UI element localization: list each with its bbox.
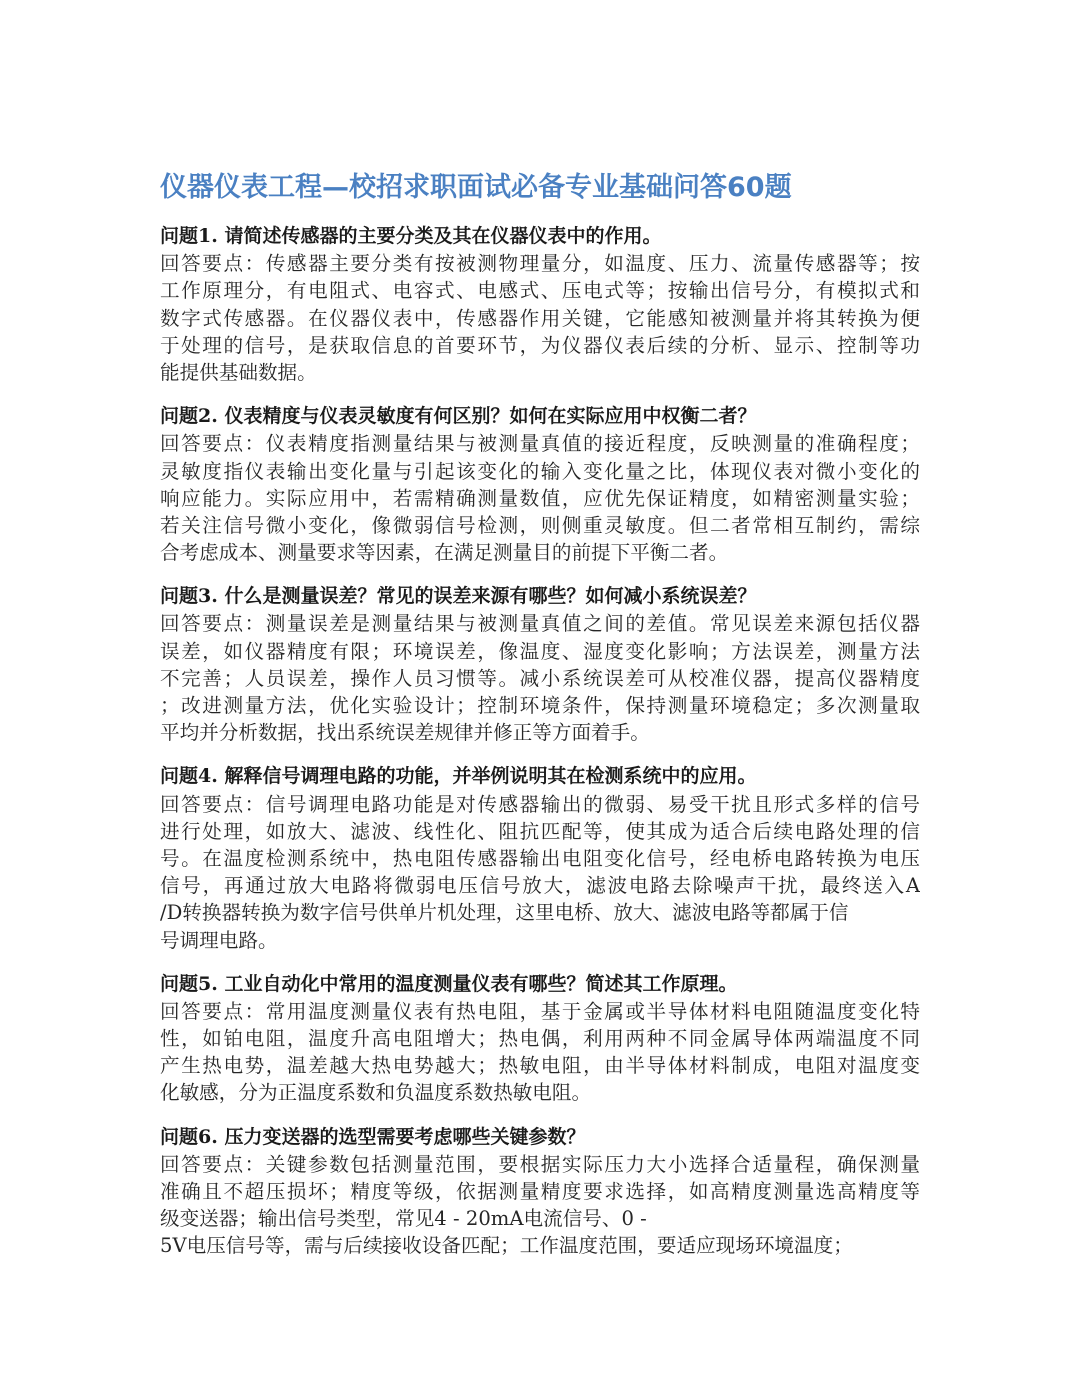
qa-item-3 — [160, 583, 920, 746]
document-page — [160, 168, 920, 1277]
answer-line: 不完善；人员误差，操作人员习惯等。减小系统误差可从校准仪器，提高仪器精度 — [160, 666, 920, 690]
answer-line: 回答要点：常用温度测量仪表有热电阻，基于金属或半导体材料电阻随温度变化特 — [160, 999, 920, 1023]
qa-item-5 — [160, 971, 920, 1107]
answer-line: ；改进测量方法，优化实验设计；控制环境条件，保持测量环境稳定；多次测量取 — [160, 694, 920, 717]
answer-line: 化敏感，分为正温度系数和负温度系数热敏电阻。 — [160, 1081, 592, 1105]
question-heading: 问题6. 压力变送器的选型需要考虑哪些关键参数？ — [160, 1125, 586, 1148]
answer-line: 5V电压信号等，需与后续接收设备匹配；工作温度范围，要适应现场环境温度； — [160, 1234, 853, 1258]
question-heading: 问题3. 什么是测量误差？常见的误差来源有哪些？如何减小系统误差？ — [160, 585, 757, 608]
answer-line: 数字式传感器。在仪器仪表中，传感器作用关键，它能感知被测量并将其转换为便 — [160, 306, 920, 330]
answer-line: 号调理电路。 — [160, 928, 278, 952]
question-heading: 问题2. 仪表精度与仪表灵敏度有何区别？如何在实际应用中权衡二者？ — [160, 405, 757, 428]
answer-line: 能提供基础数据。 — [160, 360, 317, 384]
answer-line: 回答要点：传感器主要分类有按被测物理量分，如温度、压力、流量传感器等；按 — [160, 252, 920, 276]
answer-line: 灵敏度指仪表输出变化量与引起该变化的输入变化量之比，体现仪表对微小变化的 — [160, 459, 920, 483]
answer-line: 响应能力。实际应用中，若需精确测量数值，应优先保证精度，如精密测量实验； — [160, 486, 920, 510]
answer-line: 回答要点：测量误差是测量结果与被测量真值之间的差值。常见误差来源包括仪器 — [160, 612, 920, 636]
document-title: 仪器仪表工程—校招求职面试必备专业基础问答60题 — [160, 172, 792, 203]
answer-line: 若关注信号微小变化，像微弱信号检测，则侧重灵敏度。但二者常相互制约，需综 — [160, 513, 920, 537]
answer-line: 误差，如仪器精度有限；环境误差，像温度、湿度变化影响；方法误差，测量方法 — [160, 639, 920, 663]
answer-line: 产生热电势，温差越大热电势越大；热敏电阻，由半导体材料制成，电阻对温度变 — [160, 1054, 920, 1078]
answer-line: 工作原理分，有电阻式、电容式、电感式、压电式等；按输出信号分，有模拟式和 — [160, 279, 920, 303]
answer-line: 于处理的信号，是获取信息的首要环节，为仪器仪表后续的分析、显示、控制等功 — [160, 333, 920, 357]
answer-line: 回答要点：仪表精度指测量结果与被测量真值的接近程度，反映测量的准确程度； — [160, 432, 920, 456]
question-heading: 问题4. 解释信号调理电路的功能，并举例说明其在检测系统中的应用。 — [160, 765, 757, 788]
qa-item-6 — [160, 1124, 920, 1260]
qa-item-4 — [160, 763, 920, 953]
question-heading: 问题1. 请简述传感器的主要分类及其在仪器仪表中的作用。 — [160, 225, 662, 247]
answer-line: 准确且不超压损坏；精度等级，依据测量精度要求选择，如高精度测量选高精度等 — [160, 1180, 920, 1203]
answer-line: 进行处理，如放大、滤波、线性化、阻抗匹配等，使其成为适合后续电路处理的信 — [160, 819, 920, 843]
answer-line: 回答要点：关键参数包括测量范围，要根据实际压力大小选择合适量程，确保测量 — [160, 1152, 920, 1176]
answer-line: 平均并分析数据，找出系统误差规律并修正等方面着手。 — [160, 721, 650, 745]
answer-line: 信号，再通过放大电路将微弱电压信号放大，滤波电路去除噪声干扰，最终送入A — [160, 874, 920, 898]
qa-item-1 — [160, 223, 920, 386]
answer-line: 性，如铂电阻，温度升高电阻增大；热电偶，利用两种不同金属导体两端温度不同 — [160, 1027, 920, 1051]
answer-line: 合考虑成本、测量要求等因素，在满足测量目的前提下平衡二者。 — [160, 541, 729, 565]
answer-line: 级变送器；输出信号类型，常见4 - 20mA电流信号、0 - — [160, 1207, 647, 1231]
question-heading: 问题5. 工业自动化中常用的温度测量仪表有哪些？简述其工作原理。 — [160, 972, 738, 995]
answer-line: 回答要点：信号调理电路功能是对传感器输出的微弱、易受干扰且形式多样的信号 — [160, 792, 920, 816]
answer-line: 号。在温度检测系统中，热电阻传感器输出电阻变化信号，经电桥电路转换为电压 — [160, 846, 920, 870]
qa-item-2 — [160, 403, 920, 566]
answer-line: /D转换器转换为数字信号供单片机处理，这里电桥、放大、滤波电路等都属于信 — [160, 901, 849, 925]
